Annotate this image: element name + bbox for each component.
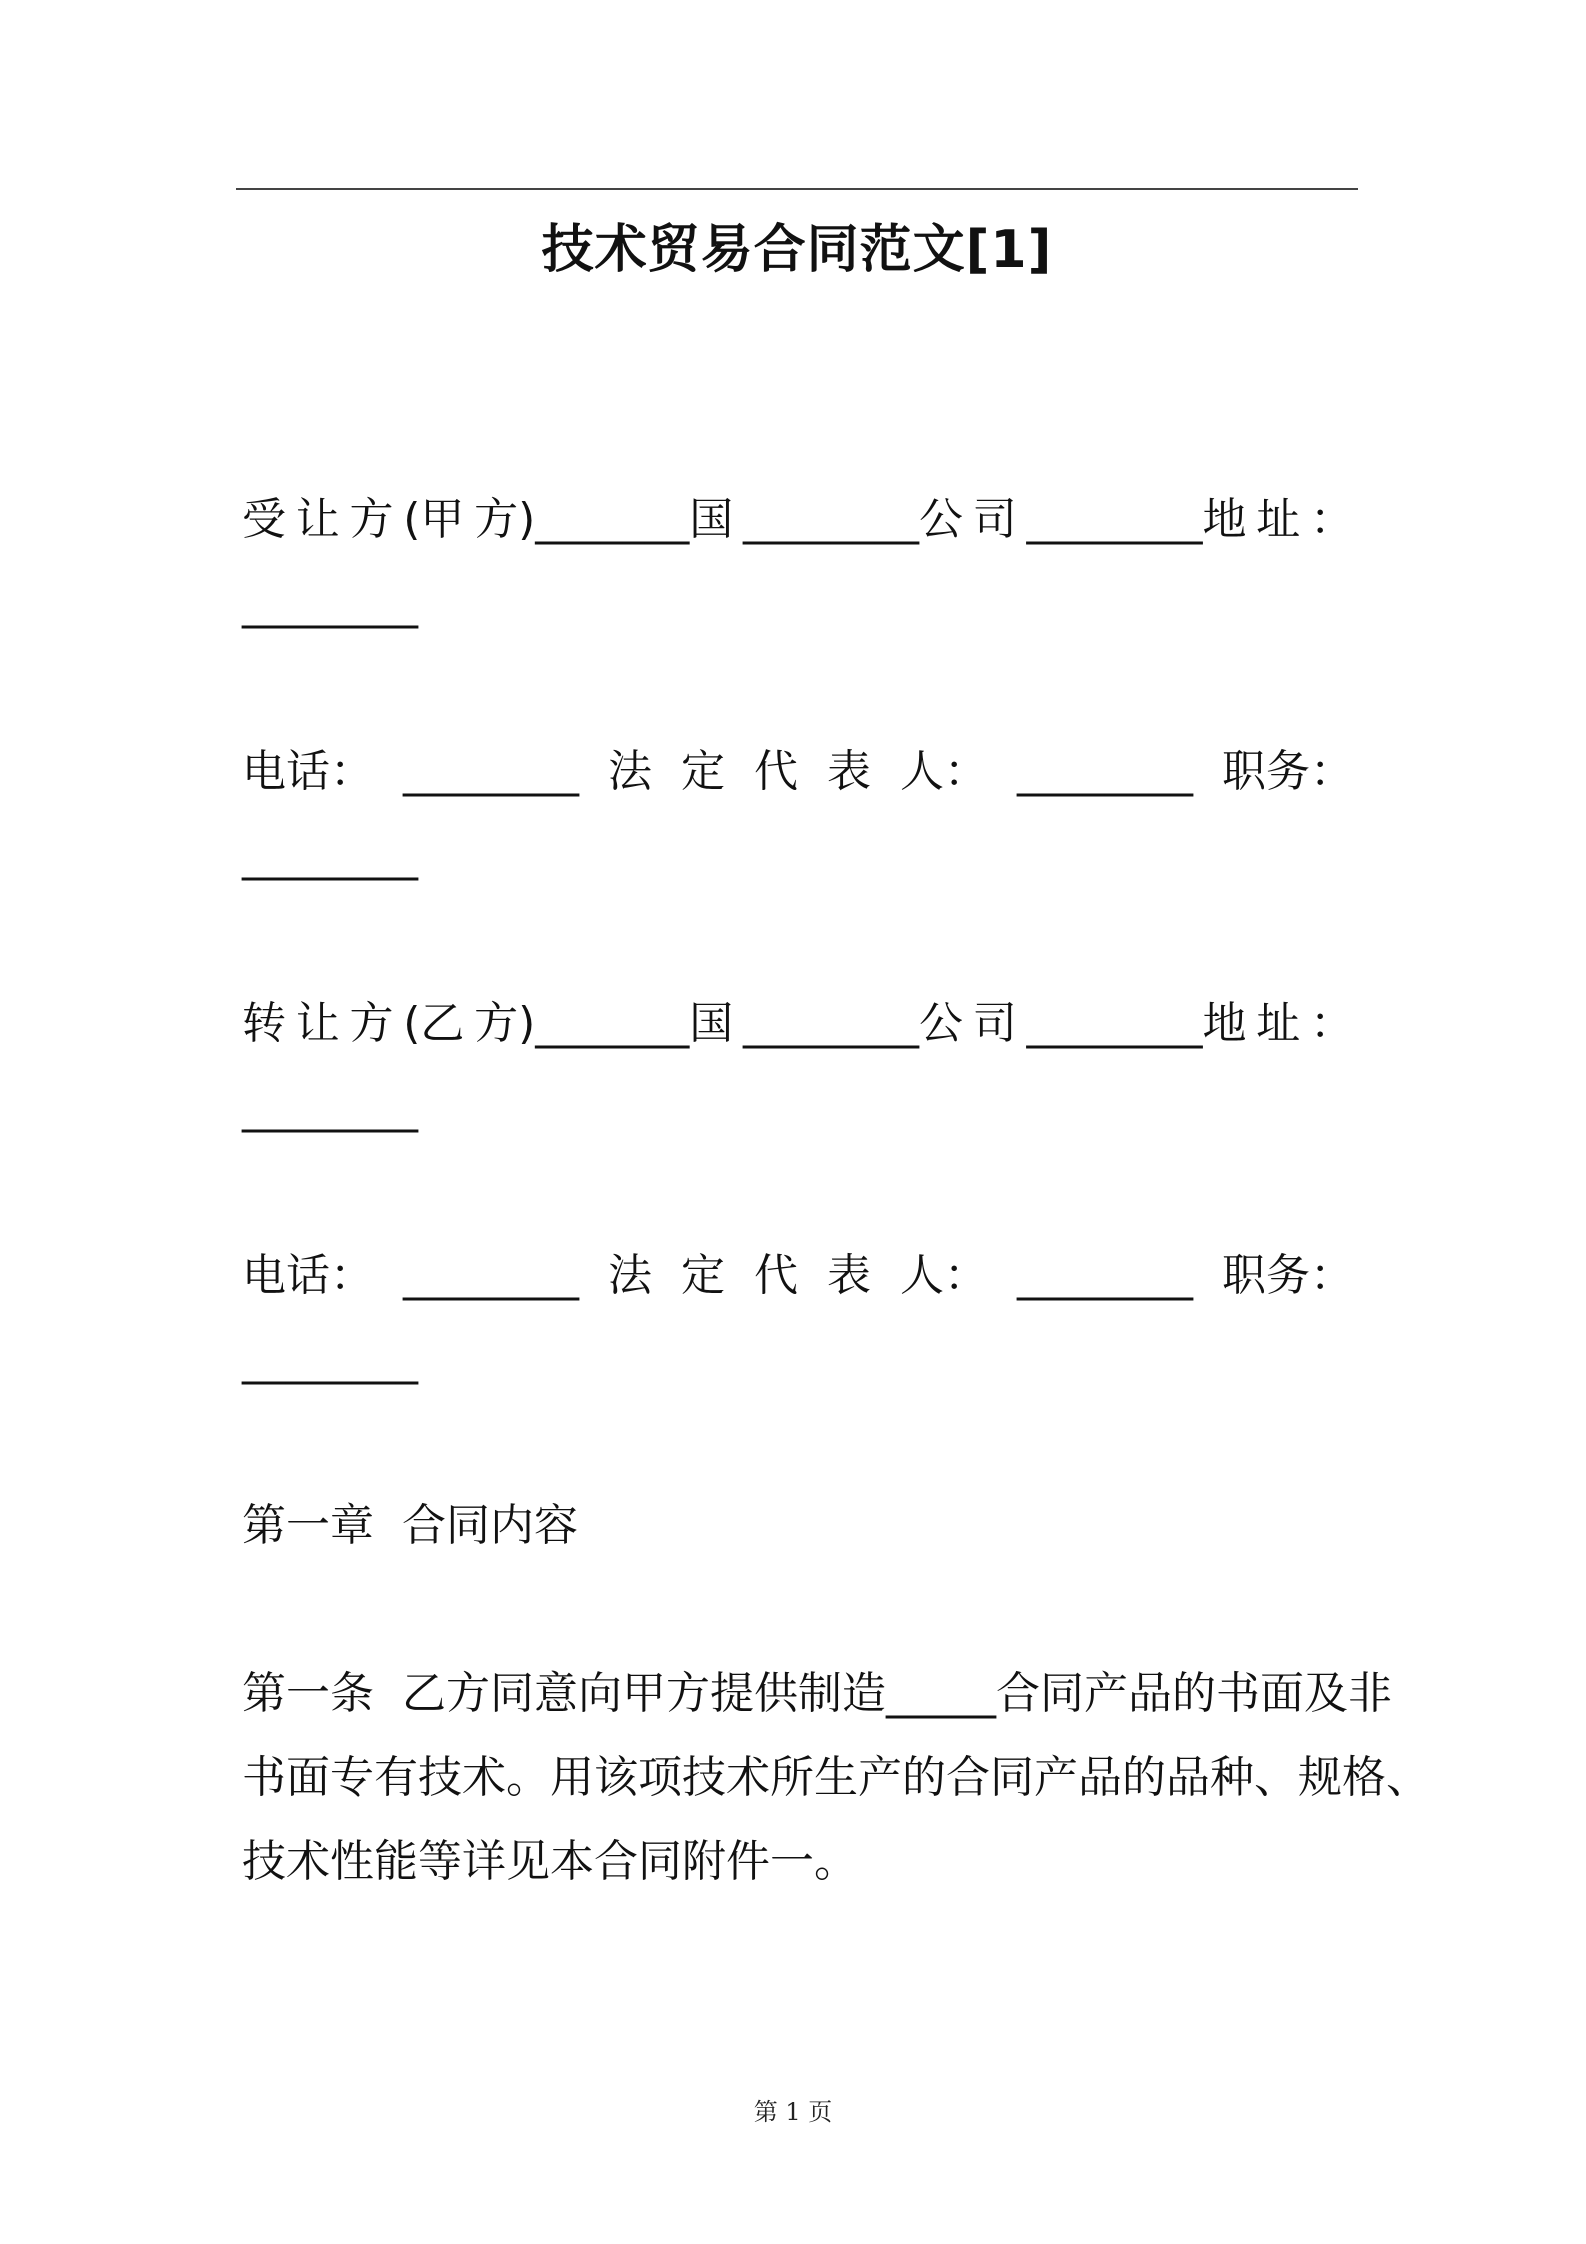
party-a-block [242,478,1354,646]
party-a-address-blank: ________ [242,578,418,629]
party-a-text: 受 [242,494,286,545]
position-label: 职务： [1222,746,1354,797]
representative-label: 法 [608,1250,652,1301]
representative-label: 表 [827,746,871,797]
representative-label: 法 [608,746,652,797]
party-b-contact-block [242,1234,1354,1402]
chapter-heading: 第一章 合同内容 [242,1500,578,1551]
page-number: 第 1 页 [753,2098,833,2126]
header-rule [236,188,1358,190]
document-title: 技术贸易合同范文[1] [541,220,1053,280]
article-1 [242,1652,1430,1904]
party-b-company-blank: ________公 [743,998,964,1049]
representative-label: 人： [900,1250,988,1301]
party-a-text: ： [1309,494,1354,545]
party-b-text: 转 [242,998,286,1049]
representative-label: 定 [681,746,725,797]
party-b-contact-line [242,1234,1354,1318]
position-blank: ________ [242,830,418,881]
party-a-line [242,478,1354,562]
party-a-text: 让 [295,494,340,545]
position-label: 职务： [1222,1250,1354,1301]
party-a-contact-line [242,730,1354,814]
party-a-country-blank: 方)_______国 [474,494,734,545]
party-b-text: (乙 [403,998,465,1049]
party-a-text: 司 [972,494,1017,545]
article-line: 书面专有技术。用该项技术所生产的合同产品的品种、规格、 [242,1752,1430,1803]
party-b-text: ： [1309,998,1354,1049]
party-b-address-blank: ________ [242,1082,418,1133]
phone-label: 电话： [242,1250,374,1301]
position-blank: ________ [242,1334,418,1385]
party-b-country-blank: 方)_______国 [474,998,734,1049]
party-b-name-blank: ________地 [1026,998,1247,1049]
representative-label: 代 [754,1250,798,1301]
party-a-text: 方 [349,494,394,545]
article-line: 技术性能等详见本合同附件一。 [242,1836,858,1887]
representative-label: 定 [681,1250,725,1301]
party-b-text: 址 [1256,998,1301,1049]
representative-label: 代 [754,746,798,797]
party-a-text: 址 [1256,494,1301,545]
party-b-line [242,982,1354,1066]
party-b-text: 让 [295,998,340,1049]
representative-blank: ________ [1017,1250,1193,1301]
phone-label: 电话： [242,746,374,797]
phone-blank: ________ [403,1250,579,1301]
representative-blank: ________ [1017,746,1193,797]
party-a-contact-block [242,730,1354,898]
article-line: 第一条 乙方同意向甲方提供制造_____合同产品的书面及非 [242,1668,1392,1719]
party-a-company-blank: ________公 [743,494,964,545]
phone-blank: ________ [403,746,579,797]
representative-label: 人： [900,746,988,797]
party-b-text: 方 [349,998,394,1049]
party-b-text: 司 [972,998,1017,1049]
party-a-name-blank: ________地 [1026,494,1247,545]
party-b-block [242,982,1354,1150]
party-a-text: (甲 [403,494,465,545]
representative-label: 表 [827,1250,871,1301]
